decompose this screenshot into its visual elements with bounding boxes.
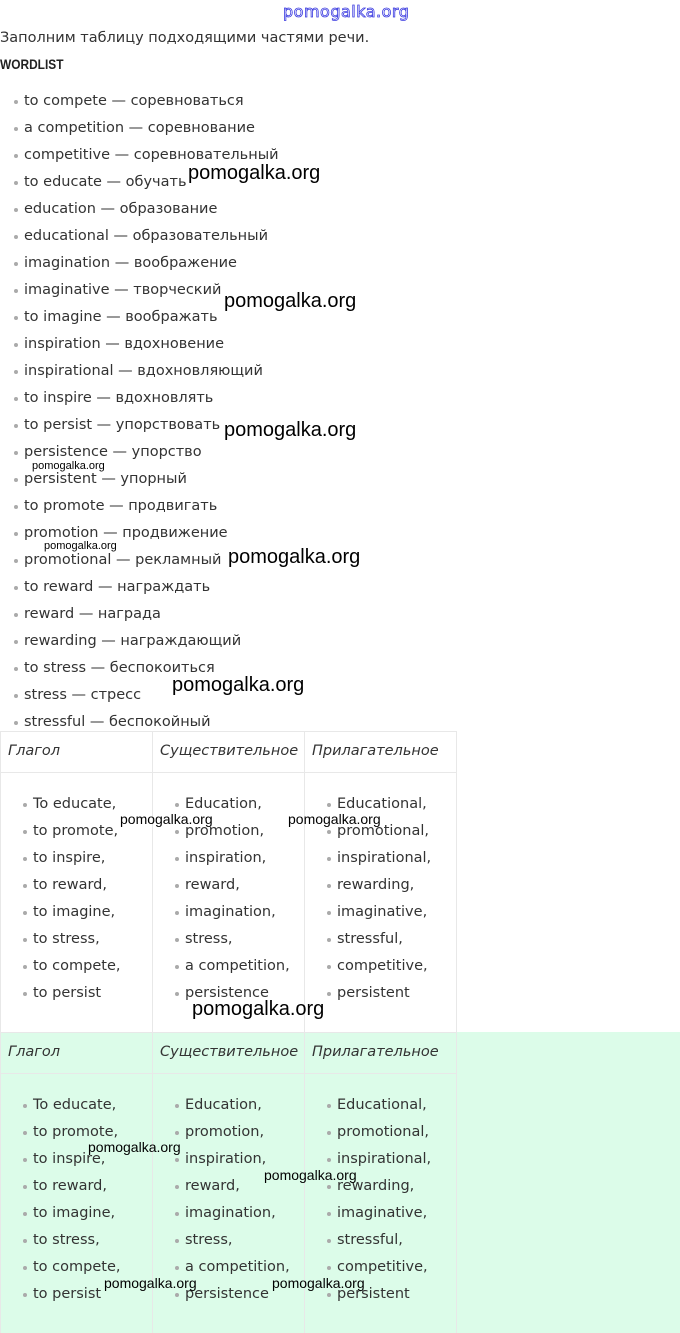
table-item-text: imaginative, — [337, 1205, 428, 1221]
wordlist-item-text: promotion — продвижение — [24, 525, 228, 541]
wordlist-item — [0, 115, 279, 142]
table-item-text: a competition, — [185, 958, 290, 974]
bullet-icon — [175, 857, 179, 861]
bullet-icon — [23, 830, 27, 834]
wordlist-item — [0, 331, 279, 358]
bullet-icon — [327, 1293, 331, 1297]
table-list-item — [152, 1092, 290, 1119]
table-item-text: Education, — [185, 796, 262, 812]
wordlist-item-text: to stress — беспокоиться — [24, 660, 215, 676]
table-item-text: promotional, — [337, 1124, 430, 1140]
table-list-item — [0, 1227, 120, 1254]
table-cell-verbs — [0, 791, 120, 1007]
bullet-icon — [14, 154, 18, 158]
watermark: pomogalka.org — [224, 290, 357, 312]
bullet-icon — [175, 1266, 179, 1270]
table-item-text: to persist — [33, 1286, 102, 1302]
table-item-text: competitive, — [337, 1259, 428, 1275]
table-item-text: promotion, — [185, 823, 265, 839]
wordlist-item-text: to promote — продвигать — [24, 498, 218, 514]
bullet-icon — [175, 1131, 179, 1135]
table-list-item — [0, 845, 120, 872]
bullet-icon — [327, 1131, 331, 1135]
bullet-icon — [327, 965, 331, 969]
table-item-text: to promote, — [33, 823, 119, 839]
wordlist-item-text: promotional — рекламный — [24, 552, 222, 568]
table-item-text: Education, — [185, 1097, 262, 1113]
table-item-text: persistent — [337, 985, 410, 1001]
bullet-icon — [23, 1239, 27, 1243]
bullet-icon — [327, 857, 331, 861]
wordlist-item-text: to persist — упорствовать — [24, 417, 221, 433]
table-list-item — [152, 953, 290, 980]
table-item-text: to promote, — [33, 1124, 119, 1140]
bullet-icon — [327, 803, 331, 807]
table-list-item — [304, 872, 431, 899]
table-list-item — [0, 1281, 120, 1308]
bullet-icon — [14, 235, 18, 239]
bullet-icon — [14, 397, 18, 401]
table-item-text: reward, — [185, 1178, 240, 1194]
bullet-icon — [175, 1239, 179, 1243]
bullet-icon — [14, 559, 18, 563]
bullet-icon — [23, 1185, 27, 1189]
table-item-text: rewarding, — [337, 1178, 415, 1194]
bullet-icon — [14, 181, 18, 185]
bullet-icon — [23, 1266, 27, 1270]
wordlist-item-text: imaginative — творческий — [24, 282, 222, 298]
table-list-item — [304, 926, 431, 953]
bullet-icon — [175, 884, 179, 888]
bullet-icon — [14, 640, 18, 644]
table-item-text: to inspire, — [33, 850, 106, 866]
table-item-text: promotional, — [337, 823, 430, 839]
bullet-icon — [327, 1104, 331, 1108]
bullet-icon — [14, 721, 18, 725]
wordlist-item — [0, 520, 279, 547]
wordlist-item-text: to imagine — воображать — [24, 309, 218, 325]
table-item-text: to stress, — [33, 1232, 100, 1248]
table-list-item — [304, 845, 431, 872]
bullet-icon — [327, 1239, 331, 1243]
bullet-icon — [327, 992, 331, 996]
bullet-icon — [14, 208, 18, 212]
bullet-icon — [14, 667, 18, 671]
table-item-text: inspirational, — [337, 1151, 432, 1167]
bullet-icon — [23, 965, 27, 969]
bullet-icon — [175, 1212, 179, 1216]
watermark-logo: pomogalka.org — [283, 2, 410, 21]
wordlist-item — [0, 385, 279, 412]
intro-text: Заполним таблицу подходящими частями речи. — [0, 30, 370, 46]
wordlist-item-text: stress — стресс — [24, 687, 142, 703]
wordlist-item-text: reward — награда — [24, 606, 161, 622]
table-item-text: to imagine, — [33, 1205, 116, 1221]
wordlist-item — [0, 601, 279, 628]
bullet-icon — [327, 938, 331, 942]
bullet-icon — [23, 884, 27, 888]
table-list-item — [0, 953, 120, 980]
watermark: pomogalka.org — [264, 1167, 357, 1183]
table-item-text: To educate, — [33, 796, 117, 812]
table-item-text: stressful, — [337, 931, 403, 947]
table-list-item — [0, 926, 120, 953]
watermark: pomogalka.org — [272, 1275, 365, 1291]
bullet-icon — [23, 1158, 27, 1162]
table-item-text: to inspire, — [33, 1151, 106, 1167]
wordlist-item-text: imagination — воображение — [24, 255, 237, 271]
table-list-item — [152, 1227, 290, 1254]
table-item-text: To educate, — [33, 1097, 117, 1113]
bullet-icon — [175, 992, 179, 996]
wordlist-item-text: stressful — беспокойный — [24, 714, 211, 730]
table-list-item — [152, 926, 290, 953]
bullet-icon — [327, 911, 331, 915]
bullet-icon — [14, 451, 18, 455]
wordlist-item-text: persistent — упорный — [24, 471, 187, 487]
wordlist-item-text: to reward — награждать — [24, 579, 211, 595]
wordlist-item-text: inspiration — вдохновение — [24, 336, 225, 352]
bullet-icon — [14, 613, 18, 617]
table-item-text: to imagine, — [33, 904, 116, 920]
table-item-text: to reward, — [33, 877, 107, 893]
table-header-verbs: Глагол — [8, 743, 60, 759]
table-item-text: to persist — [33, 985, 102, 1001]
bullet-icon — [175, 1185, 179, 1189]
bullet-icon — [175, 1293, 179, 1297]
bullet-icon — [14, 694, 18, 698]
wordlist-item-text: education — образование — [24, 201, 218, 217]
bullet-icon — [175, 1104, 179, 1108]
wordlist-item — [0, 196, 279, 223]
watermark: pomogalka.org — [228, 546, 361, 568]
word-list — [0, 88, 279, 736]
bullet-icon — [14, 262, 18, 266]
bullet-icon — [23, 1104, 27, 1108]
bullet-icon — [175, 830, 179, 834]
bullet-icon — [14, 289, 18, 293]
bullet-icon — [175, 965, 179, 969]
wordlist-item-text: competitive — соревновательный — [24, 147, 279, 163]
bullet-icon — [23, 938, 27, 942]
bullet-icon — [327, 1212, 331, 1216]
table-item-text: to stress, — [33, 931, 100, 947]
wordlist-item-text: persistence — упорство — [24, 444, 202, 460]
bullet-icon — [14, 127, 18, 131]
bullet-icon — [14, 424, 18, 428]
wordlist-item-text: to educate — обучать — [24, 174, 187, 190]
table-item-text: Educational, — [337, 796, 427, 812]
table-header-verbs: Глагол — [8, 1044, 60, 1060]
table-item-text: promotion, — [185, 1124, 265, 1140]
table-list-item — [304, 1119, 431, 1146]
answer-table — [0, 731, 680, 1032]
table-list-item — [0, 1254, 120, 1281]
bullet-icon — [14, 100, 18, 104]
bullet-icon — [14, 343, 18, 347]
table-item-text: reward, — [185, 877, 240, 893]
watermark: pomogalka.org — [44, 540, 117, 552]
watermark: pomogalka.org — [188, 162, 321, 184]
table-item-text: competitive, — [337, 958, 428, 974]
watermark: pomogalka.org — [120, 811, 213, 827]
wordlist-heading: WORDLIST — [0, 56, 64, 72]
table-header-adjectives: Прилагательное — [312, 743, 439, 759]
table-item-text: persistence — [185, 985, 269, 1001]
table-item-text: inspirational, — [337, 850, 432, 866]
bullet-icon — [23, 1293, 27, 1297]
table-list-item — [0, 1173, 120, 1200]
watermark: pomogalka.org — [192, 998, 325, 1020]
table-cell-verbs — [0, 1092, 120, 1308]
bullet-icon — [327, 1158, 331, 1162]
table-item-text: imagination, — [185, 904, 276, 920]
table-item-text: persistent — [337, 1286, 410, 1302]
table-list-item — [152, 845, 290, 872]
table-list-item — [0, 1200, 120, 1227]
bullet-icon — [14, 586, 18, 590]
wordlist-item-text: to inspire — вдохновлять — [24, 390, 214, 406]
table-item-text: a competition, — [185, 1259, 290, 1275]
bullet-icon — [23, 911, 27, 915]
watermark: pomogalka.org — [288, 811, 381, 827]
watermark: pomogalka.org — [172, 674, 305, 696]
wordlist-item — [0, 628, 279, 655]
table-list-item — [304, 899, 431, 926]
bullet-icon — [327, 830, 331, 834]
table-item-text: to compete, — [33, 958, 121, 974]
bullet-icon — [175, 938, 179, 942]
wordlist-item-text: inspirational — вдохновляющий — [24, 363, 263, 379]
table-item-text: imagination, — [185, 1205, 276, 1221]
table-list-item — [152, 899, 290, 926]
wordlist-item-text: to compete — соревноваться — [24, 93, 244, 109]
table-item-text: to reward, — [33, 1178, 107, 1194]
wordlist-item — [0, 493, 279, 520]
table-item-text: inspiration, — [185, 850, 267, 866]
wordlist-item — [0, 223, 279, 250]
bullet-icon — [327, 884, 331, 888]
bullet-icon — [23, 1131, 27, 1135]
table-header-nouns: Существительное — [160, 743, 299, 759]
bullet-icon — [14, 478, 18, 482]
bullet-icon — [175, 803, 179, 807]
table-item-text: Educational, — [337, 1097, 427, 1113]
table-list-item — [0, 818, 120, 845]
table-item-text: stress, — [185, 931, 233, 947]
watermark: pomogalka.org — [104, 1275, 197, 1291]
bullet-icon — [175, 911, 179, 915]
watermark: pomogalka.org — [88, 1139, 181, 1155]
bullet-icon — [175, 1158, 179, 1162]
table-list-item — [304, 1092, 431, 1119]
table-list-item — [304, 1227, 431, 1254]
bullet-icon — [23, 857, 27, 861]
bullet-icon — [327, 1185, 331, 1189]
bullet-icon — [14, 532, 18, 536]
wordlist-item-text: educational — образовательный — [24, 228, 269, 244]
table-list-item — [0, 1092, 120, 1119]
table-header-adjectives: Прилагательное — [312, 1044, 439, 1060]
table-list-item — [304, 953, 431, 980]
bullet-icon — [23, 1212, 27, 1216]
bullet-icon — [23, 803, 27, 807]
wordlist-item — [0, 358, 279, 385]
table-item-text: imaginative, — [337, 904, 428, 920]
bullet-icon — [14, 370, 18, 374]
table-list-item — [0, 980, 120, 1007]
table-list-item — [152, 1200, 290, 1227]
table-item-text: inspiration, — [185, 1151, 267, 1167]
table-item-text: stressful, — [337, 1232, 403, 1248]
table-item-text: rewarding, — [337, 877, 415, 893]
wordlist-item — [0, 88, 279, 115]
wordlist-item — [0, 250, 279, 277]
wordlist-item-text: rewarding — награждающий — [24, 633, 242, 649]
table-item-text: to compete, — [33, 1259, 121, 1275]
bullet-icon — [14, 316, 18, 320]
table-list-item — [304, 1200, 431, 1227]
bullet-icon — [327, 1266, 331, 1270]
wordlist-item-text: a competition — соревнование — [24, 120, 255, 136]
table-list-item — [0, 872, 120, 899]
bullet-icon — [23, 992, 27, 996]
table-list-item — [0, 791, 120, 818]
table-header-nouns: Существительное — [160, 1044, 299, 1060]
watermark: pomogalka.org — [224, 419, 357, 441]
wordlist-item — [0, 574, 279, 601]
table-item-text: stress, — [185, 1232, 233, 1248]
bullet-icon — [14, 505, 18, 509]
table-list-item — [152, 872, 290, 899]
table-item-text: persistence — [185, 1286, 269, 1302]
table-list-item — [0, 899, 120, 926]
watermark: pomogalka.org — [32, 460, 105, 472]
